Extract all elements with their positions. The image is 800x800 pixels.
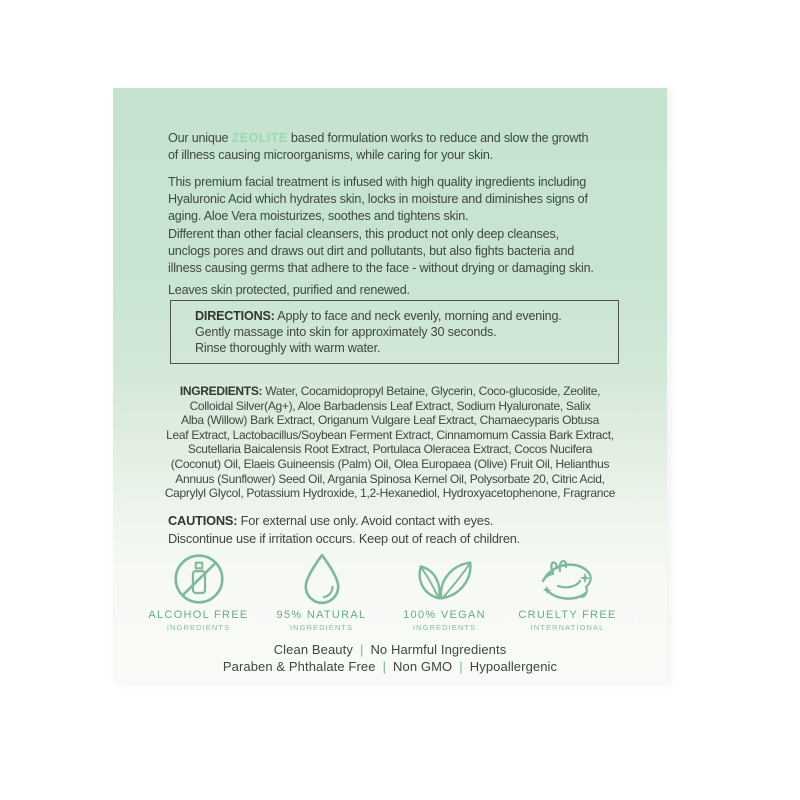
badge-title: ALCOHOL FREE xyxy=(148,609,249,621)
vegan-leaves-icon xyxy=(383,552,506,606)
ingredients-line: Scutellaria Baicalensis Root Extract, Portulaca Oleracea Extract, Cocos Nucifera xyxy=(187,442,593,457)
claims-line-2 xyxy=(113,658,667,675)
ingredients-text: Water, Cocamidopropyl Betaine, Glycerin, Coco-glucoside, Zeolite, xyxy=(262,384,601,398)
claims-footer xyxy=(113,641,667,675)
different-line: unclogs pores and draws out dirt and pollutants, but also fights bacteria and xyxy=(168,244,575,258)
directions-line-3: Rinse thoroughly with warm water. xyxy=(195,340,381,355)
separator-pipe: | xyxy=(459,659,463,674)
ingredients-line: Caprylyl Glycol, Potassium Hydroxide, 1,2-Hexanediol, Hydroxyacetophenone, Fragrance xyxy=(164,486,616,501)
badge-subtitle: INGREDIENTS xyxy=(412,623,477,632)
claim-non-gmo: Non GMO xyxy=(393,659,453,674)
ingredients-line xyxy=(113,384,667,399)
different-line: Different than other facial cleansers, this product not only deep cleanses, xyxy=(168,227,559,241)
no-alcohol-icon xyxy=(137,552,260,606)
cautions-paragraph xyxy=(168,512,520,547)
premium-line: Hyaluronic Acid which hydrates skin, locks in moisture and diminishes signs of xyxy=(168,192,588,206)
ingredients-paragraph xyxy=(113,384,667,501)
intro-line-2: of illness causing microorganisms, while caring for your skin. xyxy=(168,148,493,162)
directions-line-2: Gently massage into skin for approximately 30 seconds. xyxy=(195,324,497,339)
ingredients-line: Colloidal Silver(Ag+), Aloe Barbadensis Leaf Extract, Sodium Hyaluronate, Salix xyxy=(189,398,591,413)
ingredients-line: Annuus (Sunflower) Seed Oil, Argania Spinosa Kernel Oil, Polysorbate 20, Citric Acid, xyxy=(175,471,605,486)
claim-hypoallergenic: Hypoallergenic xyxy=(469,659,558,674)
premium-paragraph xyxy=(168,174,647,225)
badge-alcohol-free xyxy=(137,552,260,632)
zeolite-highlight: ZEOLITE xyxy=(231,131,288,145)
ingredients-line: Alba (Willow) Bark Extract, Origanum Vulgare Leaf Extract, Chamaecyparis Obtusa xyxy=(180,413,600,428)
premium-line: aging. Aloe Vera moisturizes, soothes and tightens skin. xyxy=(168,209,469,223)
different-line: illness causing germs that adhere to the face - without drying or damaging skin. xyxy=(168,261,594,275)
cautions-heading: CAUTIONS: xyxy=(168,513,238,528)
directions-box xyxy=(170,300,619,364)
product-back-label xyxy=(113,88,667,682)
leaves-paragraph xyxy=(168,282,647,299)
claim-no-harmful: No Harmful Ingredients xyxy=(370,642,507,657)
cautions-line-2: Discontinue use if irritation occurs. Keep out of reach of children. xyxy=(168,530,521,546)
leaping-bunny-icon xyxy=(506,552,629,606)
different-paragraph xyxy=(168,226,647,277)
separator-pipe: | xyxy=(382,659,387,674)
directions-text: Apply to face and neck evenly, morning and evening. xyxy=(274,309,562,323)
ingredients-line: (Coconut) Oil, Elaeis Guineensis (Palm) Oil, Olea Europaea (Olive) Fruit Oil, Helianthus xyxy=(170,456,610,471)
cautions-line-1 xyxy=(168,512,520,530)
leaves-line: Leaves skin protected, purified and renewed. xyxy=(168,283,410,297)
claim-paraben-free: Paraben & Phthalate Free xyxy=(222,659,376,674)
badge-vegan xyxy=(383,552,506,632)
ingredients-heading: INGREDIENTS: xyxy=(179,384,263,398)
badge-title: CRUELTY FREE xyxy=(518,609,617,621)
badge-subtitle: INGREDIENTS xyxy=(166,623,231,632)
badge-subtitle: INTERNATIONAL xyxy=(530,623,605,632)
intro-paragraph xyxy=(168,130,647,164)
claim-clean-beauty: Clean Beauty xyxy=(273,642,353,657)
premium-line: This premium facial treatment is infused with high quality ingredients including xyxy=(168,175,586,189)
directions-line-1 xyxy=(195,309,604,325)
directions-heading: DIRECTIONS: xyxy=(195,309,275,323)
intro-prefix: Our unique xyxy=(168,131,232,145)
badge-natural xyxy=(260,552,383,632)
separator-pipe: | xyxy=(359,642,364,657)
badge-title: 95% NATURAL xyxy=(276,609,367,621)
badge-subtitle: INGREDIENTS xyxy=(289,623,354,632)
ingredients-line: Leaf Extract, Lactobacillus/Soybean Ferment Extract, Cinnamomum Cassia Bark Extract, xyxy=(166,427,614,442)
intro-line-1 xyxy=(168,130,647,147)
water-drop-icon xyxy=(260,552,383,606)
cautions-text: For external use only. Avoid contact with eyes. xyxy=(237,513,494,528)
badge-cruelty-free xyxy=(506,552,629,632)
badge-title: 100% VEGAN xyxy=(403,609,486,621)
intro-suffix: based formulation works to reduce and slow the growth xyxy=(287,131,589,145)
claims-line-1 xyxy=(113,641,667,658)
certification-badges-row xyxy=(137,552,629,632)
